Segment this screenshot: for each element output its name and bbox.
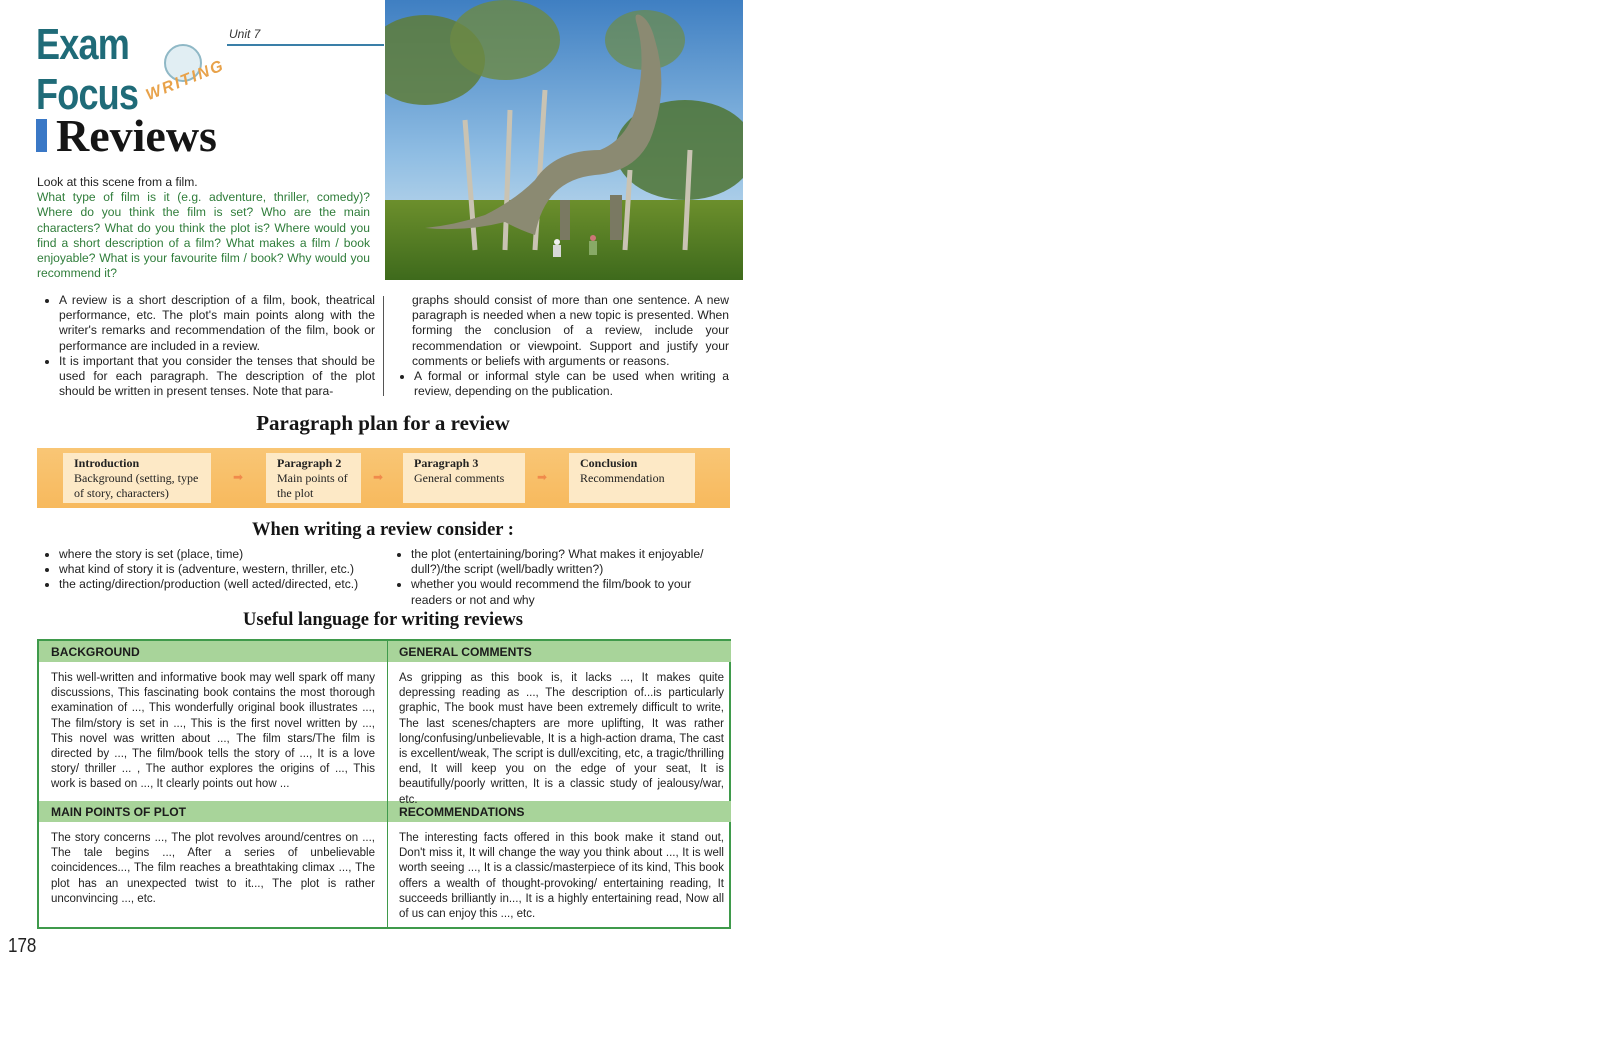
plan-box-text: General comments [414, 471, 505, 485]
intro-lead: Look at this scene from a film. [37, 175, 198, 189]
plot-text: The story concerns ..., The plot revolves around/centres on ..., The tale begins ..., After a series of unbelievable coincidences..., The film reaches a breathtaking climax ..., The plot has an unexpected twist to it..., The plot is rather unconvincing ..., etc. [51, 832, 375, 905]
plan-box-text: Background (setting, type of story, characters) [74, 471, 199, 500]
note-bullet-style: • A formal or informal style can be used when writing a review, depending on the publication. [414, 369, 729, 399]
plan-box-text: Recommendation [580, 471, 665, 485]
page-number: 178 [8, 935, 37, 957]
plan-box-title: Introduction [74, 456, 140, 470]
logo-sub-text: WRITING [143, 57, 228, 105]
arrow-right-icon: ➡ [373, 470, 384, 484]
notes-column-right [392, 293, 729, 399]
note-tenses-continued: graphs should consist of more than one sentence. A new paragraph is needed when a new topic is presented. When forming the conclusion of a review, include your recommendation or viewpoint. Support and justify your comments or beliefs with arguments or reasons. [412, 293, 729, 368]
column-divider [383, 296, 384, 396]
useful-language-table [37, 639, 731, 929]
unit-divider [227, 44, 384, 46]
table-divider [387, 641, 388, 927]
arrow-right-icon: ➡ [537, 470, 548, 484]
page-title: Reviews [56, 110, 217, 161]
consider-item: • what kind of story it is (adventure, western, thriller, etc.) [59, 562, 392, 577]
title-accent-bar [36, 119, 47, 152]
recommendations-heading: RECOMMENDATIONS [399, 805, 525, 819]
logo-main-text: Exam Focus [36, 20, 139, 119]
plan-box-conclusion [569, 453, 695, 503]
plan-box-title: Paragraph 2 [277, 456, 342, 470]
notes-column-left [37, 293, 375, 399]
consider-item: • the acting/direction/production (well acted/directed, etc.) [59, 577, 392, 592]
unit-label: Unit 7 [229, 27, 261, 41]
plan-heading: Paragraph plan for a review [256, 411, 510, 435]
recommendations-text: The interesting facts offered in this book make it stand out, Don't miss it, It will change the way you think about ..., It is well worth seeing ..., It is a classic/masterpiece of its kind, This book offers a wealth of thought-provoking/ entertaining reading, It succeeds brilliantly in..., It is a highly entertaining read, Now all of us can enjoy this ..., etc. [399, 832, 724, 921]
consider-item: • whether you would recommend the film/book to your readers or not and why [411, 577, 729, 607]
plan-box-paragraph-3 [403, 453, 525, 503]
consider-list-left [37, 547, 392, 593]
plan-box-title: Conclusion [580, 456, 638, 470]
dinosaur-scene-photo [385, 0, 743, 280]
plan-box-text: Main points of the plot [277, 471, 348, 500]
photo-illustration [385, 0, 743, 280]
consider-heading: When writing a review consider : [252, 520, 514, 540]
note-bullet-review-definition: • A review is a short description of a film, book, theatrical performance, etc. The plot's main points along with the writer's remarks and recommendation of the film, book or performance are included in a review. [59, 293, 375, 354]
plan-box-title: Paragraph 3 [414, 456, 479, 470]
consider-list-right [389, 547, 729, 608]
intro-block [37, 175, 370, 281]
useful-language-heading: Useful language for writing reviews [243, 610, 523, 630]
intro-questions: What type of film is it (e.g. adventure, thriller, comedy)? Where do you think the film is set? Who are the main characters? What do you think the plot is? Where would you find a short description of a film? What makes a film / book enjoyable? What is your favourite film / book? Why would you recommend it? [37, 190, 370, 281]
plan-box-introduction [63, 453, 211, 503]
plot-heading: MAIN POINTS OF PLOT [51, 805, 187, 819]
arrow-right-icon: ➡ [233, 470, 244, 484]
general-comments-text: As gripping as this book is, it lacks ..., It makes quite depressing reading as ..., The description of...is particularly graphic, The book must have been extremely difficult to write, The last scenes/chapters are more uplifting, It was rather long/confusing/unbelievable, It is a high-action drama, The cast is excellent/weak, The script is dull/exciting, etc, a tragic/thrilling end, It will keep you on the edge of your seat, It is beautifully/poorly written, It is a classic study of jealousy/war, etc. [399, 672, 724, 806]
general-comments-heading: GENERAL COMMENTS [399, 645, 532, 659]
consider-item: • the plot (entertaining/boring? What makes it enjoyable/ dull?)/the script (well/badly written?) [411, 547, 729, 577]
consider-item: • where the story is set (place, time) [59, 547, 392, 562]
note-bullet-tenses: • It is important that you consider the tenses that should be used for each paragraph. The description of the plot should be written in present tenses. Note that para- [59, 354, 375, 400]
paragraph-plan-strip [37, 448, 730, 508]
background-heading: BACKGROUND [51, 645, 140, 659]
exam-focus-logo [36, 20, 228, 119]
plan-box-paragraph-2 [266, 453, 361, 503]
background-text: This well-written and informative book may well spark off many discussions, This fascinating book contains the most thorough examination of ..., This wonderfully original book illustrates ..., The film/story is set in ..., This is the first novel written by ..., This novel was written about ..., The film stars/The film is directed by ..., The film/book tells the story of ..., It is a love story/ thriller ... , The author explores the origins of ..., This work is based on ..., It clearly points out how ... [51, 672, 375, 791]
